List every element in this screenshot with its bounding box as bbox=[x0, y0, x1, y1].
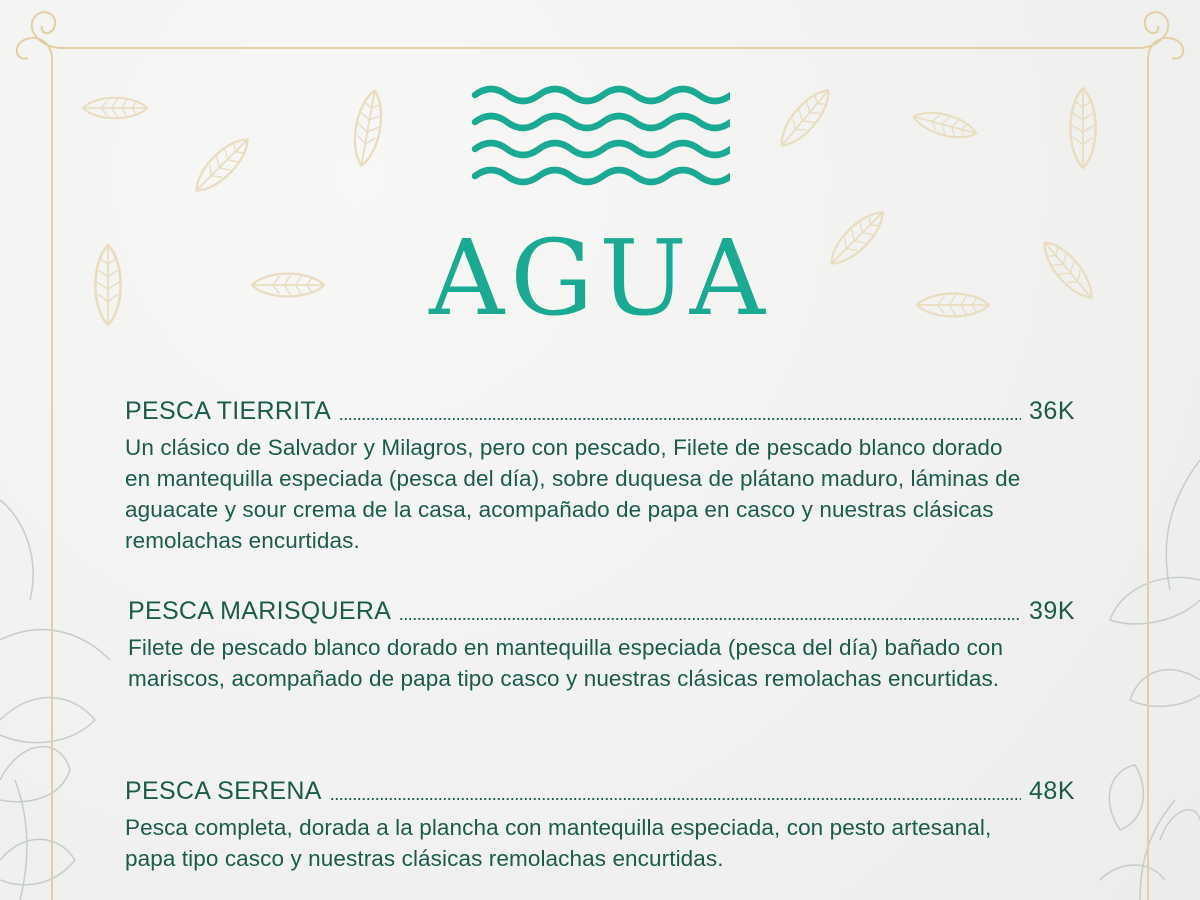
menu-item bbox=[125, 392, 1075, 556]
menu-item-description: Filete de pescado blanco dorado en mantequilla especiada (pesca del día) bañado con mariscos, acompañado de papa tipo casco y nuestras clásicas remolachas encurtidas. bbox=[128, 635, 1004, 691]
menu-item-price: 48K bbox=[1029, 777, 1075, 805]
dot-leader bbox=[399, 617, 1021, 621]
menu-item-header bbox=[125, 772, 1075, 810]
menu-item bbox=[125, 772, 1075, 874]
menu-item-price: 39K bbox=[1029, 597, 1075, 625]
dot-leader bbox=[339, 417, 1021, 421]
menu-item-name: PESCA TIERRITA bbox=[125, 397, 332, 425]
menu-item bbox=[128, 592, 1075, 694]
menu-item-price: 36K bbox=[1029, 397, 1075, 425]
menu-item-header bbox=[128, 592, 1075, 630]
menu-item-description: Un clásico de Salvador y Milagros, pero con pescado, Filete de pescado blanco dorado en mantequilla especiada (pesca del día), sobre duquesa de plátano maduro, láminas de aguacate y sour crema de la casa, acompañado de papa en casco y nuestras clásicas remolachas encurtidas. bbox=[125, 435, 1021, 553]
dot-leader bbox=[330, 797, 1021, 801]
menu-item-description: Pesca completa, dorada a la plancha con mantequilla especiada, con pesto artesanal, papa tipo casco y nuestras clásicas remolachas encurtidas. bbox=[125, 815, 992, 871]
restaurant-title: AGUA bbox=[429, 217, 771, 339]
wave-logo-icon bbox=[470, 80, 730, 200]
menu-item-header bbox=[125, 392, 1075, 430]
menu-item-name: PESCA MARISQUERA bbox=[128, 597, 392, 625]
menu-item-name: PESCA SERENA bbox=[125, 777, 322, 805]
